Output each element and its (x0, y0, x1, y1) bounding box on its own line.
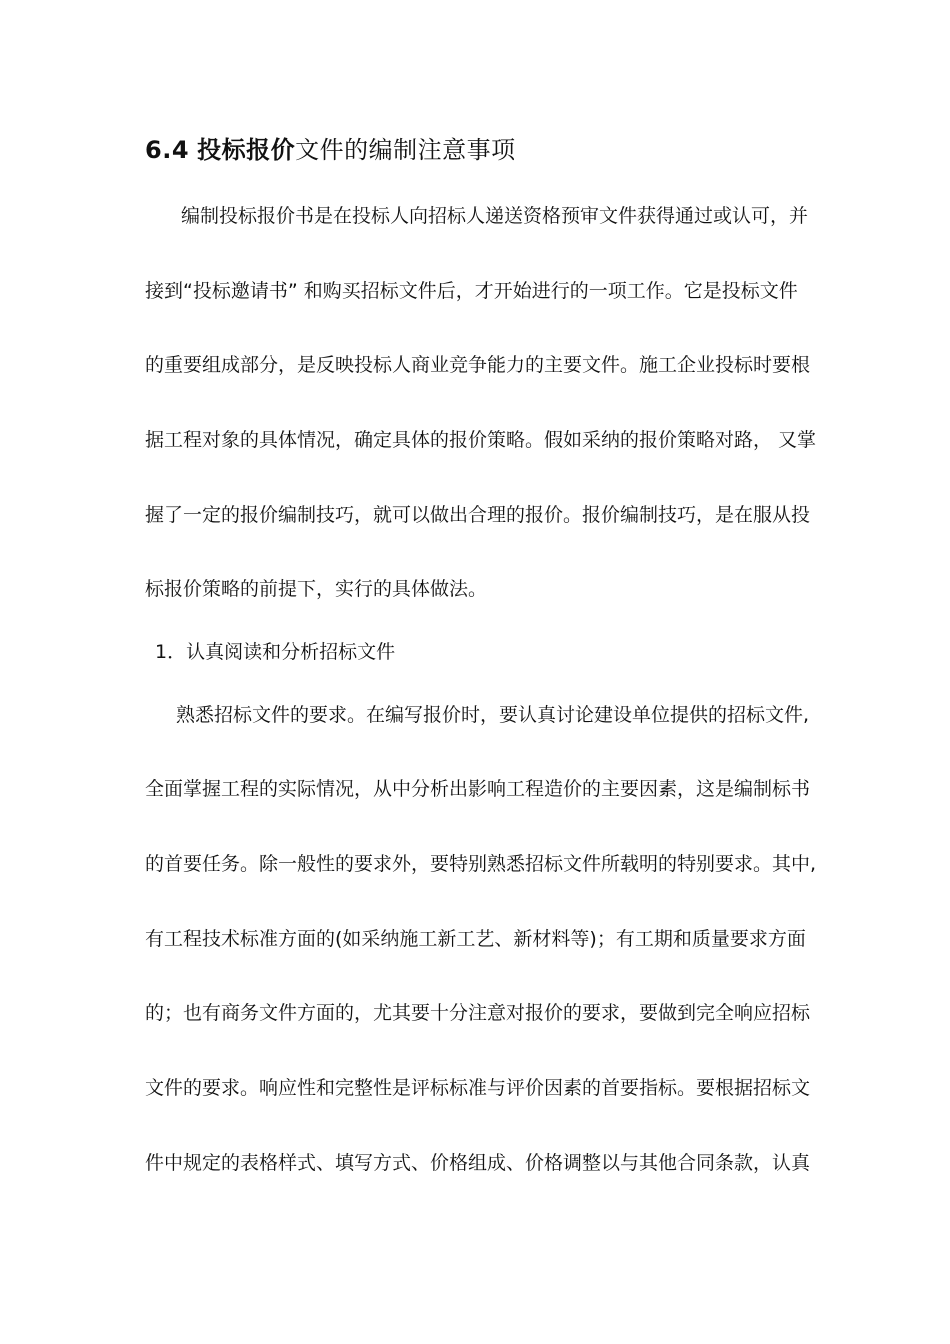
subsection-heading: 1．认真阅读和分析招标文件 (155, 641, 396, 663)
section-heading (145, 134, 516, 166)
paragraph-line: 的重要组成部分，是反映投标人商业竞争能力的主要文件。施工企业投标时要根 (145, 354, 811, 376)
paragraph-line: 件中规定的表格样式、填写方式、价格组成、价格调整以与其他合同条款，认真 (145, 1152, 811, 1174)
section-title-bold: 投标报价 (197, 136, 296, 164)
paragraph-line: 有工程技术标准方面的(如采纳施工新工艺、新材料等)；有工期和质量要求方面 (145, 928, 806, 950)
section-title-rest: 文件的编制注意事项 (295, 136, 516, 164)
paragraph-line: 熟悉招标文件的要求。在编写报价时，要认真讨论建设单位提供的招标文件, (176, 704, 810, 726)
paragraph-line: 的首要任务。除一般性的要求外，要特别熟悉招标文件所载明的特别要求。其中, (145, 853, 817, 875)
section-number: 6.4 (145, 136, 190, 164)
paragraph-line: 文件的要求。响应性和完整性是评标标准与评价因素的首要指标。要根据招标文 (145, 1077, 811, 1099)
paragraph-line: 握了一定的报价编制技巧，就可以做出合理的报价。报价编制技巧，是在服从投 (145, 504, 811, 526)
paragraph-line: 的；也有商务文件方面的，尤其要十分注意对报价的要求，要做到完全响应招标 (145, 1002, 811, 1024)
paragraph-line: 全面掌握工程的实际情况，从中分析出影响工程造价的主要因素，这是编制标书 (145, 778, 811, 800)
paragraph-line: 接到“投标邀请书” 和购买招标文件后，才开始进行的一项工作。它是投标文件 (145, 280, 798, 302)
paragraph-line: 据工程对象的具体情况，确定具体的报价策略。假如采纳的报价策略对路， 又掌 (145, 429, 817, 451)
paragraph-line: 标报价策略的前提下，实行的具体做法。 (145, 578, 488, 600)
paragraph-line: 编制投标报价书是在投标人向招标人递送资格预审文件获得通过或认可，并 (181, 205, 809, 227)
